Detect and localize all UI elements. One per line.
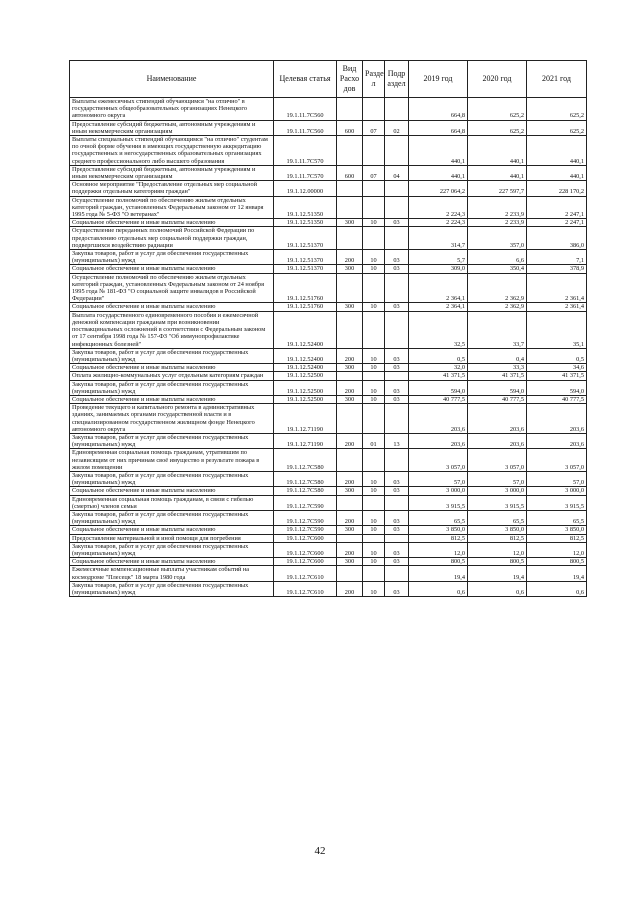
cell-2021: 203,6	[527, 404, 587, 434]
cell-podrazdel	[385, 311, 409, 348]
cell-2019: 664,8	[409, 120, 468, 135]
cell-2021: 3 915,5	[527, 495, 587, 510]
cell-vid	[337, 372, 363, 380]
table-row	[70, 534, 587, 542]
header-razdel: Разде л	[363, 61, 385, 98]
cell-2020: 41 371,5	[468, 372, 527, 380]
cell-2019: 19,4	[409, 566, 468, 581]
cell-2019: 2 364,1	[409, 273, 468, 303]
cell-2020: 65,5	[468, 510, 527, 525]
table-row	[70, 98, 587, 121]
cell-2019: 314,7	[409, 227, 468, 250]
cell-2021: 19,4	[527, 566, 587, 581]
cell-name: Выплаты специальных стипендий обучающимся "на отлично" студентам по очной форме обучения в имеющих государственную аккредитацию государственных и негосударственных образовательных организациях среднего профессионального либо высшего образования	[70, 136, 274, 166]
cell-vid: 300	[337, 303, 363, 311]
cell-razdel	[363, 566, 385, 581]
table-row	[70, 372, 587, 380]
cell-podrazdel	[385, 404, 409, 434]
cell-razdel: 10	[363, 380, 385, 395]
cell-2020: 625,2	[468, 98, 527, 121]
cell-2019: 440,1	[409, 136, 468, 166]
cell-2020: 357,0	[468, 227, 527, 250]
cell-name: Социальное обеспечение и иные выплаты населению	[70, 265, 274, 273]
cell-2020: 812,5	[468, 534, 527, 542]
cell-podrazdel	[385, 227, 409, 250]
cell-name: Социальное обеспечение и иные выплаты населению	[70, 526, 274, 534]
cell-code: 19.1.12.52400	[274, 311, 337, 348]
cell-code: 19.1.12.51370	[274, 227, 337, 250]
cell-razdel: 10	[363, 542, 385, 557]
table-row	[70, 433, 587, 448]
cell-vid	[337, 311, 363, 348]
cell-razdel	[363, 311, 385, 348]
cell-name: Социальное обеспечение и иные выплаты населению	[70, 303, 274, 311]
cell-podrazdel	[385, 273, 409, 303]
cell-code: 19.1.12.7С590	[274, 526, 337, 534]
cell-code: 19.1.12.51760	[274, 303, 337, 311]
cell-podrazdel: 03	[385, 250, 409, 265]
cell-2019: 594,0	[409, 380, 468, 395]
cell-code: 19.1.11.7С570	[274, 165, 337, 180]
header-2019: 2019 год	[409, 61, 468, 98]
cell-vid: 300	[337, 364, 363, 372]
cell-razdel	[363, 98, 385, 121]
cell-2021: 2 361,4	[527, 273, 587, 303]
cell-razdel	[363, 449, 385, 472]
cell-2021: 203,6	[527, 433, 587, 448]
cell-code: 19.1.12.51350	[274, 219, 337, 227]
budget-table	[69, 60, 587, 597]
table-row	[70, 542, 587, 557]
cell-razdel: 10	[363, 265, 385, 273]
cell-2021: 2 361,4	[527, 303, 587, 311]
cell-2020: 3 850,0	[468, 526, 527, 534]
cell-2021: 625,2	[527, 120, 587, 135]
cell-podrazdel: 03	[385, 303, 409, 311]
cell-podrazdel: 02	[385, 120, 409, 135]
cell-2020: 19,4	[468, 566, 527, 581]
cell-code: 19.1.12.7С590	[274, 510, 337, 525]
cell-vid: 200	[337, 542, 363, 557]
cell-podrazdel: 03	[385, 581, 409, 596]
cell-podrazdel: 03	[385, 510, 409, 525]
cell-razdel: 10	[363, 364, 385, 372]
cell-2020: 2 362,9	[468, 273, 527, 303]
cell-name: Осуществление полномочий по обеспечению жильем отдельных категорий граждан, установленных Федеральным законом от 24 ноября 1995 года № 181-ФЗ "О социальной защите инвалидов в Российской Федерации"	[70, 273, 274, 303]
cell-vid	[337, 273, 363, 303]
cell-vid	[337, 534, 363, 542]
cell-2021: 0,6	[527, 581, 587, 596]
cell-name: Проведение текущего и капитального ремонта в административных зданиях, занимаемых органами государственной власти и в специализированном государственном жилищном фонде Ненецкого автономного округа	[70, 404, 274, 434]
cell-razdel	[363, 181, 385, 196]
table-row	[70, 487, 587, 495]
cell-2019: 3 000,0	[409, 487, 468, 495]
cell-podrazdel	[385, 566, 409, 581]
cell-name: Предоставление материальной и иной помощи для погребения	[70, 534, 274, 542]
cell-2021: 41 371,5	[527, 372, 587, 380]
header-podrazdel: Подр аздел	[385, 61, 409, 98]
table-row	[70, 510, 587, 525]
cell-razdel: 10	[363, 250, 385, 265]
cell-2021: 594,0	[527, 380, 587, 395]
cell-code: 19.1.12.52500	[274, 395, 337, 403]
cell-podrazdel: 03	[385, 219, 409, 227]
cell-2021: 65,5	[527, 510, 587, 525]
cell-2019: 65,5	[409, 510, 468, 525]
cell-razdel: 07	[363, 120, 385, 135]
cell-2019: 203,6	[409, 404, 468, 434]
cell-razdel	[363, 404, 385, 434]
table-row	[70, 471, 587, 486]
cell-2019: 12,0	[409, 542, 468, 557]
cell-2021: 228 170,2	[527, 181, 587, 196]
cell-2020: 440,1	[468, 136, 527, 166]
cell-razdel	[363, 273, 385, 303]
cell-2020: 625,2	[468, 120, 527, 135]
cell-2020: 2 362,9	[468, 303, 527, 311]
cell-vid: 300	[337, 219, 363, 227]
cell-2021: 57,0	[527, 471, 587, 486]
table-row	[70, 136, 587, 166]
cell-2020: 2 233,9	[468, 219, 527, 227]
cell-2019: 32,0	[409, 364, 468, 372]
cell-2021: 3 057,0	[527, 449, 587, 472]
cell-razdel	[363, 196, 385, 219]
cell-2021: 40 777,5	[527, 395, 587, 403]
cell-2021: 378,9	[527, 265, 587, 273]
cell-2020: 3 057,0	[468, 449, 527, 472]
cell-2021: 3 000,0	[527, 487, 587, 495]
cell-2020: 6,6	[468, 250, 527, 265]
cell-2019: 664,8	[409, 98, 468, 121]
cell-razdel: 10	[363, 510, 385, 525]
cell-podrazdel: 04	[385, 165, 409, 180]
cell-2021: 440,1	[527, 165, 587, 180]
cell-razdel: 01	[363, 433, 385, 448]
page-number: 42	[314, 845, 326, 857]
cell-name: Выплата государственного единовременного пособия и ежемесячной денежной компенсации гражданам при возникновении поствакцинальных осложнений в соответствии с Федеральным законом от 17 сентября 1998 года № 157-ФЗ "Об иммунопрофилактике инфекционных болезней"	[70, 311, 274, 348]
table-row	[70, 558, 587, 566]
cell-razdel	[363, 136, 385, 166]
cell-vid	[337, 404, 363, 434]
cell-name: Социальное обеспечение и иные выплаты населению	[70, 395, 274, 403]
cell-2019: 309,0	[409, 265, 468, 273]
cell-2021: 3 850,0	[527, 526, 587, 534]
header-2021: 2021 год	[527, 61, 587, 98]
cell-razdel	[363, 495, 385, 510]
cell-code: 19.1.12.52400	[274, 348, 337, 363]
cell-vid	[337, 98, 363, 121]
cell-code: 19.1.12.7С580	[274, 449, 337, 472]
cell-vid: 200	[337, 250, 363, 265]
cell-podrazdel: 03	[385, 395, 409, 403]
cell-code: 19.1.12.7С580	[274, 471, 337, 486]
cell-vid: 600	[337, 120, 363, 135]
cell-vid: 600	[337, 165, 363, 180]
table-row	[70, 395, 587, 403]
cell-2020: 12,0	[468, 542, 527, 557]
table-row	[70, 449, 587, 472]
cell-vid	[337, 196, 363, 219]
cell-razdel	[363, 227, 385, 250]
cell-podrazdel	[385, 495, 409, 510]
cell-2020: 227 597,7	[468, 181, 527, 196]
header-code: Целевая статья	[274, 61, 337, 98]
cell-2019: 40 777,5	[409, 395, 468, 403]
table-row	[70, 227, 587, 250]
cell-razdel: 07	[363, 165, 385, 180]
table-row	[70, 348, 587, 363]
cell-podrazdel: 03	[385, 348, 409, 363]
cell-2019: 5,7	[409, 250, 468, 265]
cell-vid	[337, 227, 363, 250]
cell-2020: 33,7	[468, 311, 527, 348]
cell-vid: 300	[337, 526, 363, 534]
table-row	[70, 364, 587, 372]
header-name: Наименование	[70, 61, 274, 98]
table-header-row	[70, 61, 587, 98]
cell-razdel: 10	[363, 558, 385, 566]
cell-2019: 812,5	[409, 534, 468, 542]
cell-2021: 12,0	[527, 542, 587, 557]
cell-2020: 0,4	[468, 348, 527, 363]
cell-podrazdel: 03	[385, 558, 409, 566]
cell-code: 19.1.12.00000	[274, 181, 337, 196]
cell-name: Закупка товаров, работ и услуг для обеспечения государственных (муниципальных) нужд	[70, 348, 274, 363]
cell-2021: 2 247,1	[527, 196, 587, 219]
cell-code: 19.1.11.7С560	[274, 120, 337, 135]
cell-podrazdel: 03	[385, 487, 409, 495]
cell-vid: 200	[337, 471, 363, 486]
cell-podrazdel	[385, 372, 409, 380]
cell-2020: 203,6	[468, 433, 527, 448]
cell-code: 19.1.12.71190	[274, 404, 337, 434]
cell-2021: 625,2	[527, 98, 587, 121]
cell-razdel: 10	[363, 348, 385, 363]
cell-podrazdel	[385, 534, 409, 542]
table-row	[70, 250, 587, 265]
cell-podrazdel: 03	[385, 471, 409, 486]
cell-2021: 7,1	[527, 250, 587, 265]
cell-code: 19.1.11.7С560	[274, 98, 337, 121]
table-row	[70, 181, 587, 196]
cell-2019: 800,5	[409, 558, 468, 566]
cell-2020: 2 233,9	[468, 196, 527, 219]
header-2020: 2020 год	[468, 61, 527, 98]
cell-vid: 200	[337, 510, 363, 525]
cell-razdel: 10	[363, 303, 385, 311]
cell-code: 19.1.12.71190	[274, 433, 337, 448]
cell-2019: 2 224,3	[409, 219, 468, 227]
cell-2021: 2 247,1	[527, 219, 587, 227]
table-row	[70, 265, 587, 273]
cell-name: Социальное обеспечение и иные выплаты населению	[70, 364, 274, 372]
cell-podrazdel: 03	[385, 542, 409, 557]
cell-vid: 300	[337, 265, 363, 273]
cell-2019: 2 364,1	[409, 303, 468, 311]
cell-razdel: 10	[363, 487, 385, 495]
cell-2019: 3 915,5	[409, 495, 468, 510]
table-row	[70, 566, 587, 581]
table-row	[70, 120, 587, 135]
cell-2019: 3 850,0	[409, 526, 468, 534]
cell-2020: 57,0	[468, 471, 527, 486]
cell-code: 19.1.12.52400	[274, 364, 337, 372]
cell-vid: 200	[337, 380, 363, 395]
cell-2020: 440,1	[468, 165, 527, 180]
cell-razdel: 10	[363, 219, 385, 227]
cell-code: 19.1.12.51370	[274, 265, 337, 273]
cell-2020: 40 777,5	[468, 395, 527, 403]
cell-code: 19.1.12.7С590	[274, 495, 337, 510]
cell-razdel: 10	[363, 471, 385, 486]
cell-name: Социальное обеспечение и иные выплаты населению	[70, 219, 274, 227]
cell-podrazdel	[385, 136, 409, 166]
cell-2019: 57,0	[409, 471, 468, 486]
cell-podrazdel: 03	[385, 265, 409, 273]
cell-2019: 41 371,5	[409, 372, 468, 380]
cell-vid: 300	[337, 558, 363, 566]
cell-2020: 3 000,0	[468, 487, 527, 495]
cell-razdel: 10	[363, 526, 385, 534]
cell-podrazdel: 03	[385, 380, 409, 395]
cell-name: Закупка товаров, работ и услуг для обеспечения государственных (муниципальных) нужд	[70, 542, 274, 557]
cell-2019: 32,5	[409, 311, 468, 348]
cell-name: Оплата жилищно-коммунальных услуг отдельным категориям граждан	[70, 372, 274, 380]
table-row	[70, 404, 587, 434]
cell-name: Социальное обеспечение и иные выплаты населению	[70, 558, 274, 566]
cell-vid: 300	[337, 395, 363, 403]
cell-vid	[337, 136, 363, 166]
cell-2019: 0,6	[409, 581, 468, 596]
cell-name: Закупка товаров, работ и услуг для обеспечения государственных (муниципальных) нужд	[70, 250, 274, 265]
cell-2020: 203,6	[468, 404, 527, 434]
cell-2020: 33,3	[468, 364, 527, 372]
cell-razdel	[363, 372, 385, 380]
cell-vid: 200	[337, 581, 363, 596]
cell-vid	[337, 449, 363, 472]
cell-name: Ежемесячные компенсационные выплаты участникам событий на космодроме "Плесецк" 18 марта 1980 года	[70, 566, 274, 581]
cell-name: Осуществление полномочий по обеспечению жильем отдельных категорий граждан, установленных Федеральным законом от 12 января 1995 года № 5-ФЗ "О ветеранах"	[70, 196, 274, 219]
cell-code: 19.1.12.7С600	[274, 534, 337, 542]
cell-name: Выплаты ежемесячных стипендий обучающимся "на отлично" в государственных общеобразовательных организациях Ненецкого автономного округа	[70, 98, 274, 121]
cell-code: 19.1.12.51760	[274, 273, 337, 303]
table-row	[70, 581, 587, 596]
cell-2019: 227 064,2	[409, 181, 468, 196]
cell-name: Предоставление субсидий бюджетным, автономным учреждениям и иным некоммерческим организациям	[70, 120, 274, 135]
cell-name: Закупка товаров, работ и услуг для обеспечения государственных (муниципальных) нужд	[70, 581, 274, 596]
cell-vid: 300	[337, 487, 363, 495]
cell-name: Социальное обеспечение и иные выплаты населению	[70, 487, 274, 495]
cell-name: Закупка товаров, работ и услуг для обеспечения государственных (муниципальных) нужд	[70, 510, 274, 525]
cell-name: Основное мероприятие "Предоставление отдельных мер социальной поддержки отдельным категориям граждан"	[70, 181, 274, 196]
table-row	[70, 273, 587, 303]
cell-2021: 35,1	[527, 311, 587, 348]
cell-2021: 440,1	[527, 136, 587, 166]
cell-2019: 3 057,0	[409, 449, 468, 472]
table-row	[70, 495, 587, 510]
cell-2019: 203,6	[409, 433, 468, 448]
cell-2020: 0,6	[468, 581, 527, 596]
cell-2020: 350,4	[468, 265, 527, 273]
cell-code: 19.1.11.7С570	[274, 136, 337, 166]
table-row	[70, 526, 587, 534]
cell-2021: 386,0	[527, 227, 587, 250]
cell-code: 19.1.12.7С600	[274, 558, 337, 566]
cell-name: Предоставление субсидий бюджетным, автономным учреждениям и иным некоммерческим организациям	[70, 165, 274, 180]
cell-name: Единовременная социальная помощь гражданам, в связи с гибелью (смертью) членов семьи	[70, 495, 274, 510]
cell-razdel	[363, 534, 385, 542]
cell-2020: 594,0	[468, 380, 527, 395]
cell-2020: 3 915,5	[468, 495, 527, 510]
cell-name: Закупка товаров, работ и услуг для обеспечения государственных (муниципальных) нужд	[70, 433, 274, 448]
table-row	[70, 219, 587, 227]
cell-podrazdel	[385, 181, 409, 196]
cell-podrazdel: 13	[385, 433, 409, 448]
cell-2019: 440,1	[409, 165, 468, 180]
cell-2021: 0,5	[527, 348, 587, 363]
cell-podrazdel: 03	[385, 364, 409, 372]
cell-2019: 0,5	[409, 348, 468, 363]
table-body	[70, 98, 587, 597]
cell-podrazdel: 03	[385, 526, 409, 534]
cell-code: 19.1.12.52500	[274, 372, 337, 380]
cell-2021: 800,5	[527, 558, 587, 566]
cell-vid	[337, 566, 363, 581]
cell-code: 19.1.12.7С610	[274, 566, 337, 581]
cell-vid: 200	[337, 433, 363, 448]
cell-2021: 34,6	[527, 364, 587, 372]
header-vid: Вид Расхо дов	[337, 61, 363, 98]
table-row	[70, 196, 587, 219]
cell-2020: 800,5	[468, 558, 527, 566]
cell-name: Осуществление переданных полномочий Российской Федерации по предоставлению отдельных мер социальной поддержки граждан, подвергшихся воздействию радиации	[70, 227, 274, 250]
table-row	[70, 165, 587, 180]
table-row	[70, 303, 587, 311]
cell-code: 19.1.12.7С580	[274, 487, 337, 495]
cell-razdel: 10	[363, 395, 385, 403]
cell-code: 19.1.12.51350	[274, 196, 337, 219]
cell-name: Единовременная социальная помощь гражданам, утратившим по независящим от них причинам своё имущество в результате пожара в жилом помещении	[70, 449, 274, 472]
cell-2019: 2 224,3	[409, 196, 468, 219]
cell-code: 19.1.12.52500	[274, 380, 337, 395]
cell-podrazdel	[385, 196, 409, 219]
cell-name: Закупка товаров, работ и услуг для обеспечения государственных (муниципальных) нужд	[70, 380, 274, 395]
cell-2021: 812,5	[527, 534, 587, 542]
cell-razdel: 10	[363, 581, 385, 596]
cell-vid	[337, 495, 363, 510]
cell-name: Закупка товаров, работ и услуг для обеспечения государственных (муниципальных) нужд	[70, 471, 274, 486]
cell-code: 19.1.12.51370	[274, 250, 337, 265]
cell-podrazdel	[385, 98, 409, 121]
cell-vid	[337, 181, 363, 196]
cell-code: 19.1.12.7С610	[274, 581, 337, 596]
cell-code: 19.1.12.7С600	[274, 542, 337, 557]
cell-vid: 200	[337, 348, 363, 363]
table-row	[70, 380, 587, 395]
cell-podrazdel	[385, 449, 409, 472]
table-row	[70, 311, 587, 348]
